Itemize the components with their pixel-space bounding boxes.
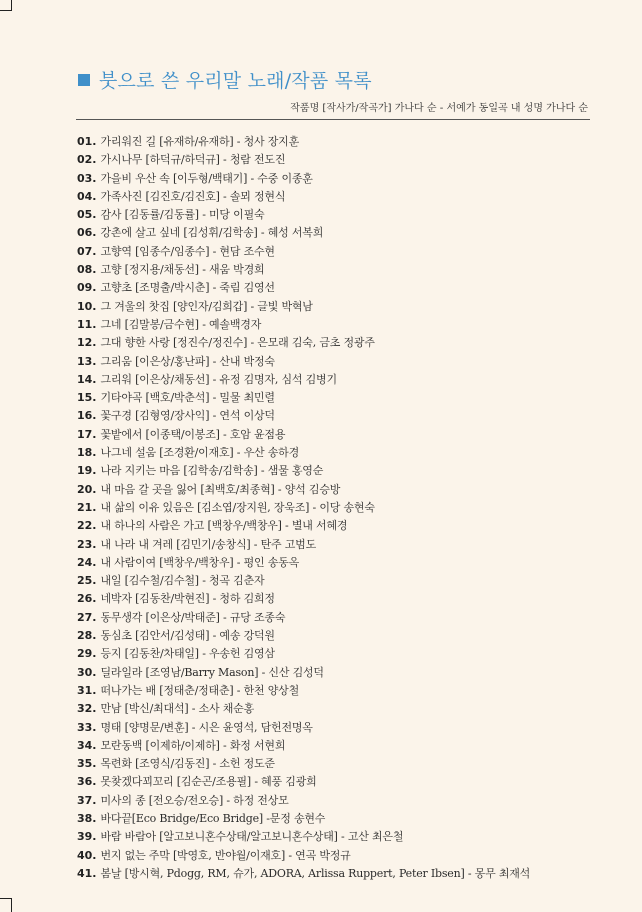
item-number: 21. [77,500,97,514]
item-number: 38. [77,811,97,825]
item-number: 08. [77,263,97,277]
title-block [78,66,372,93]
list-item [77,536,530,554]
item-text: 내 삶의 이유 있음은 [김소엽/장지원, 장욱조] - 이당 송현숙 [100,500,375,514]
list-item [77,334,530,352]
list-item [77,700,530,718]
list-item [77,261,530,279]
item-text: 못찾겠다꾀꼬리 [김순곤/조용필] - 혜풍 김광희 [100,775,317,789]
item-text: 내 사람이여 [백창우/백창우] - 평인 송동옥 [100,555,300,569]
item-text: 명태 [양명문/변훈] - 시은 윤영석, 담헌전명옥 [100,720,313,734]
item-text: 모란동백 [이제하/이제하] - 화정 서현희 [100,738,286,752]
item-number: 26. [77,592,97,606]
item-number: 39. [77,830,97,844]
item-number: 14. [77,372,97,386]
item-number: 28. [77,629,97,643]
item-number: 36. [77,775,97,789]
list-item [77,572,530,590]
item-number: 05. [77,208,97,222]
item-number: 18. [77,446,97,460]
list-item [77,133,530,151]
list-item [77,627,530,645]
item-text: 고향초 [조명출/박시춘] - 죽림 김영선 [100,281,275,295]
item-text: 그대 향한 사랑 [정진수/정진수] - 은모래 김숙, 금초 정광주 [100,336,375,350]
list-item [77,847,530,865]
item-number: 22. [77,519,97,533]
item-number: 17. [77,427,97,441]
list-item [77,645,530,663]
item-number: 29. [77,647,97,661]
list-item [77,371,530,389]
item-number: 13. [77,354,97,368]
item-text: 네박자 [김동찬/박현진] - 청하 김희정 [100,592,275,606]
item-text: 가족사진 [김진호/김진호] - 솔뫼 정현식 [100,189,286,203]
item-number: 37. [77,793,97,807]
list-item [77,865,530,883]
page-title: 붓으로 쓴 우리말 노래/작품 목록 [99,70,372,92]
list-item [77,188,530,206]
sort-order-note: 작품명 [작사가/작곡가] 가나다 순 - 서예가 동일곡 내 성명 가나다 순 [290,103,588,114]
item-number: 40. [77,848,97,862]
item-text: 가을비 우산 속 [이두형/백태기] - 수중 이종훈 [100,171,313,185]
item-text: 꽃구경 [김형영/장사익] - 연석 이상덕 [100,409,275,423]
item-text: 등지 [김동찬/차태일] - 우송헌 김영삼 [100,647,275,661]
list-item [77,590,530,608]
item-number: 16. [77,409,97,423]
list-item [77,792,530,810]
item-text: 번지 없는 주막 [박영호, 반야월/이재호] - 연곡 박정규 [100,848,351,862]
list-item [77,444,530,462]
list-item [77,773,530,791]
square-bullet-icon [78,74,90,86]
crop-mark-top-left-vertical [11,0,12,11]
item-text: 그네 [김말봉/금수현] - 예솔백경자 [100,317,262,331]
list-item [77,353,530,371]
work-list [77,133,530,883]
list-item [77,426,530,444]
item-number: 25. [77,574,97,588]
list-item [77,243,530,261]
item-number: 07. [77,244,97,258]
list-item [77,224,530,242]
list-item [77,719,530,737]
item-text: 가리워진 길 [유재하/유재하] - 청사 장지훈 [100,135,300,148]
item-number: 03. [77,171,97,185]
item-number: 12. [77,336,97,350]
item-text: 감사 [김동률/김동률] - 미당 이필숙 [100,208,265,222]
item-text: 미사의 종 [전오승/전오승] - 하정 전상모 [100,793,289,807]
item-text: 떠나가는 배 [정태춘/정태춘] - 한천 양상철 [100,683,300,697]
item-text: 동무생각 [이은상/박태준] - 규당 조종숙 [100,610,286,624]
item-number: 04. [77,189,97,203]
list-item [77,298,530,316]
item-number: 02. [77,153,97,167]
item-text: 기타야곡 [백호/박춘석] - 밀물 최민렬 [100,391,275,405]
item-text: 딜라일라 [조영남/Barry Mason] - 신산 김성덕 [100,665,324,679]
item-text: 그리워 [이은상/채동선] - 유정 김명자, 심석 김병기 [100,372,337,386]
list-item [77,554,530,572]
item-number: 32. [77,702,97,716]
item-text: 나라 지키는 마음 [김학송/김학송] - 샘물 홍영순 [100,464,324,478]
list-item [77,170,530,188]
item-number: 35. [77,757,97,771]
item-number: 24. [77,555,97,569]
item-number: 15. [77,391,97,405]
item-number: 31. [77,683,97,697]
crop-mark-bottom-left-vertical [11,898,12,912]
list-item [77,755,530,773]
item-number: 23. [77,537,97,551]
list-item [77,517,530,535]
list-item [77,664,530,682]
item-text: 그 겨울의 찻집 [양인자/김희갑] - 글빛 박혁남 [100,299,313,313]
item-number: 27. [77,610,97,624]
item-number: 34. [77,738,97,752]
item-number: 33. [77,720,97,734]
list-item [77,316,530,334]
item-number: 10. [77,299,97,313]
item-number: 20. [77,482,97,496]
list-item [77,810,530,828]
item-number: 19. [77,464,97,478]
item-text: 바람 바람아 [알고보니혼수상태/알고보니혼수상태] - 고산 최은철 [100,830,404,844]
item-text: 동심초 [김안서/김성태] - 예송 강덕원 [100,629,275,643]
item-number: 41. [77,866,97,880]
item-text: 고향역 [임종수/임종수] - 현담 조수현 [100,244,275,258]
item-number: 30. [77,665,97,679]
item-text: 봄날 [방시혁, Pdogg, RM, 슈가, ADORA, Arlissa Ruppert, Peter Ibsen] - 몽무 최재석 [100,866,531,880]
item-text: 만남 [박신/최대석] - 소사 채순홍 [100,702,255,716]
item-text: 내 마음 갈 곳을 잃어 [최백호/최종혁] - 양석 김승방 [100,482,341,496]
list-item [77,151,530,169]
list-item [77,682,530,700]
item-text: 그리움 [이은상/홍난파] - 산내 박정숙 [100,354,275,368]
item-text: 내 하나의 사람은 가고 [백창우/백창우] - 별내 서혜경 [100,519,348,533]
item-text: 바다끝[Eco Bridge/Eco Bridge] -문정 송현수 [100,811,326,825]
item-text: 가시나무 [하덕규/하덕규] - 청람 전도진 [100,153,286,167]
item-text: 목련화 [조영식/김동진] - 소헌 정도준 [100,757,275,771]
list-item [77,828,530,846]
list-item [77,499,530,517]
list-item [77,279,530,297]
item-text: 내일 [김수철/김수철] - 청곡 김춘자 [100,574,265,588]
list-item [77,389,530,407]
item-number: 06. [77,226,97,240]
list-item [77,737,530,755]
item-text: 고향 [정지용/채동선] - 새움 박경희 [100,263,265,277]
item-text: 강촌에 살고 싶네 [김성휘/김학송] - 혜성 서복희 [100,226,324,240]
item-number: 09. [77,281,97,295]
list-item [77,481,530,499]
item-text: 내 나라 내 겨레 [김민기/송창식] - 탄주 고범도 [100,537,317,551]
item-text: 꽃밭에서 [이종택/이봉조] - 호암 윤점용 [100,427,286,441]
list-item [77,462,530,480]
list-item [77,206,530,224]
list-item [77,609,530,627]
header-divider [76,119,590,120]
item-text: 나그네 설움 [조경환/이재호] - 우산 송하경 [100,446,300,460]
item-number: 11. [77,317,97,331]
list-item [77,407,530,425]
item-number: 01. [77,135,97,148]
